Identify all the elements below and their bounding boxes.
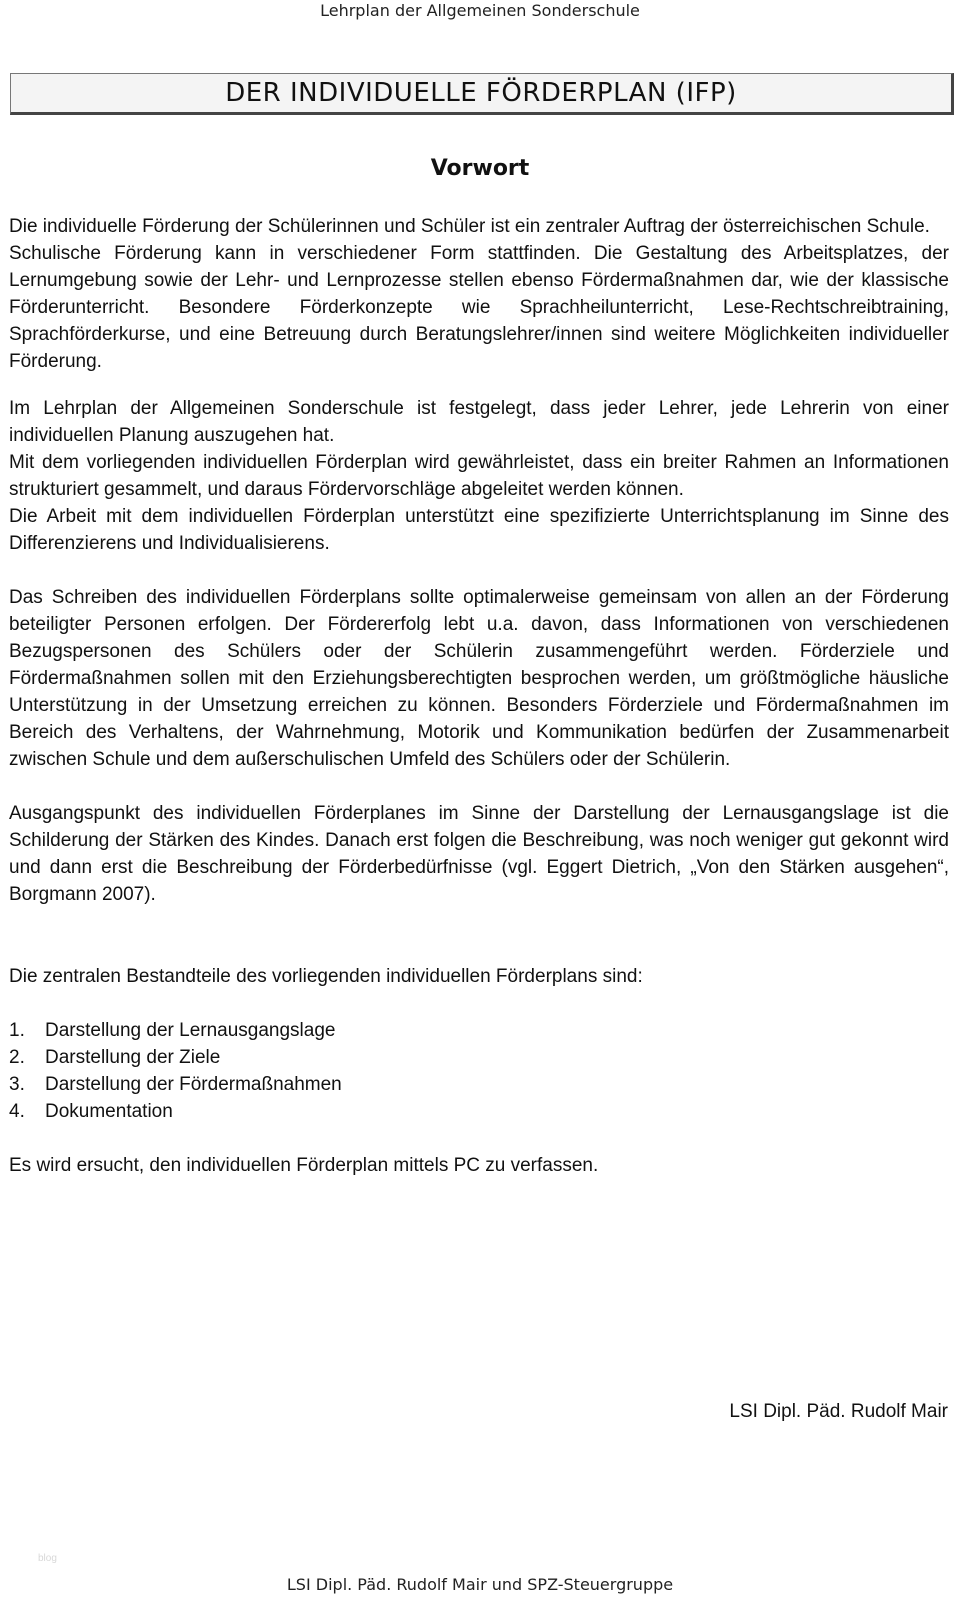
paragraph-intro: Die individuelle Förderung der Schülerinnen und Schüler ist ein zentraler Auftrag der österreichischen Schule.: [9, 216, 930, 237]
list-item-text: Darstellung der Fördermaßnahmen: [45, 1074, 342, 1095]
list-item-text: Darstellung der Ziele: [45, 1047, 221, 1068]
paragraph-pc: Es wird ersucht, den individuellen Förderplan mittels PC zu verfassen.: [9, 1155, 599, 1176]
list-item: [9, 1098, 949, 1125]
list-item: [9, 1044, 949, 1071]
paragraph-bestandteile: Die zentralen Bestandteile des vorliegenden individuellen Förderplans sind:: [9, 966, 643, 987]
paragraph-schreiben: Das Schreiben des individuellen Förderplans sollte optimalerweise gemeinsam von allen an der Förderung beteiligter Personen erfolgen. Der Fördererfolg lebt u.a. davon, dass Informationen von verschiedenen Bezugspersonen des Schülers oder der Schülerin zusammengeführt werden. Förderziele und Fördermaßnahmen sollen mit den Erziehungsberechtigten besprochen werden, um größtmögliche häusliche Unterstützung in der Umsetzung erreichen zu können. Besonders Förderziele und Fördermaßnahmen im Bereich des Verhaltens, der Wahrnehmung, Motorik und Kommunikation bedürfen der Zusammenarbeit zwischen Schule und dem außerschulischen Umfeld des Schülers oder der Schülerin.: [9, 587, 949, 770]
title-box: [10, 73, 954, 115]
list-item-text: Dokumentation: [45, 1101, 173, 1122]
list-item-number: 1.: [9, 1020, 25, 1041]
running-footer: LSI Dipl. Päd. Rudolf Mair und SPZ-Steuergruppe: [286, 1575, 674, 1594]
list-item-number: 4.: [9, 1101, 25, 1122]
document-body: [9, 213, 949, 1179]
paragraph-foerderung-forms: Schulische Förderung kann in verschiedener Form stattfinden. Die Gestaltung des Arbeitsplatzes, der Lernumgebung sowie der Lehr- und Lernprozesse stellen ebenso Fördermaßnahmen dar, wie der klassische Förderunterricht. Besondere Förderkonzepte wie Sprachheilunterricht, Lese-Rechtschreibtraining, Sprachförderkurse, und eine Betreuung durch Beratungslehrer/innen sind weitere Möglichkeiten individueller Förderung.: [9, 243, 949, 372]
paragraph-unterrichtsplanung: Die Arbeit mit dem individuellen Förderplan unterstützt eine spezifizierte Unterrichtsplanung im Sinne des Differenzierens und Individualisierens.: [9, 506, 949, 554]
section-title: Vorwort: [430, 156, 530, 181]
running-header: Lehrplan der Allgemeinen Sonderschule: [320, 1, 640, 20]
watermark: blog: [38, 1553, 57, 1564]
list-item-number: 2.: [9, 1047, 25, 1068]
paragraph-lehrplan: Im Lehrplan der Allgemeinen Sonderschule ist festgelegt, dass jeder Lehrer, jede Lehrerin von einer individuellen Planung auszugehen hat.: [9, 398, 949, 446]
list-item: [9, 1071, 949, 1098]
paragraph-ausgangspunkt: Ausgangspunkt des individuellen Förderplanes im Sinne der Darstellung der Lernausgangslage ist die Schilderung der Stärken des Kindes. Danach erst folgen die Beschreibung, was noch weniger gut gekonnt wird und dann erst die Beschreibung der Förderbedürfnisse (vgl. Eggert Dietrich, „Von den Stärken ausgehen“, Borgmann 2007).: [9, 803, 949, 905]
list-item-number: 3.: [9, 1074, 25, 1095]
signature: LSI Dipl. Päd. Rudolf Mair: [729, 1401, 948, 1422]
list-item-text: Darstellung der Lernausgangslage: [45, 1020, 336, 1041]
list-item: [9, 1017, 949, 1044]
components-list: [9, 1017, 949, 1125]
document-title: DER INDIVIDUELLE FÖRDERPLAN (IFP): [225, 77, 737, 108]
paragraph-rahmen: Mit dem vorliegenden individuellen Förderplan wird gewährleistet, dass ein breiter Rahmen an Informationen strukturiert gesammelt, und daraus Fördervorschläge abgeleitet werden können.: [9, 452, 949, 500]
